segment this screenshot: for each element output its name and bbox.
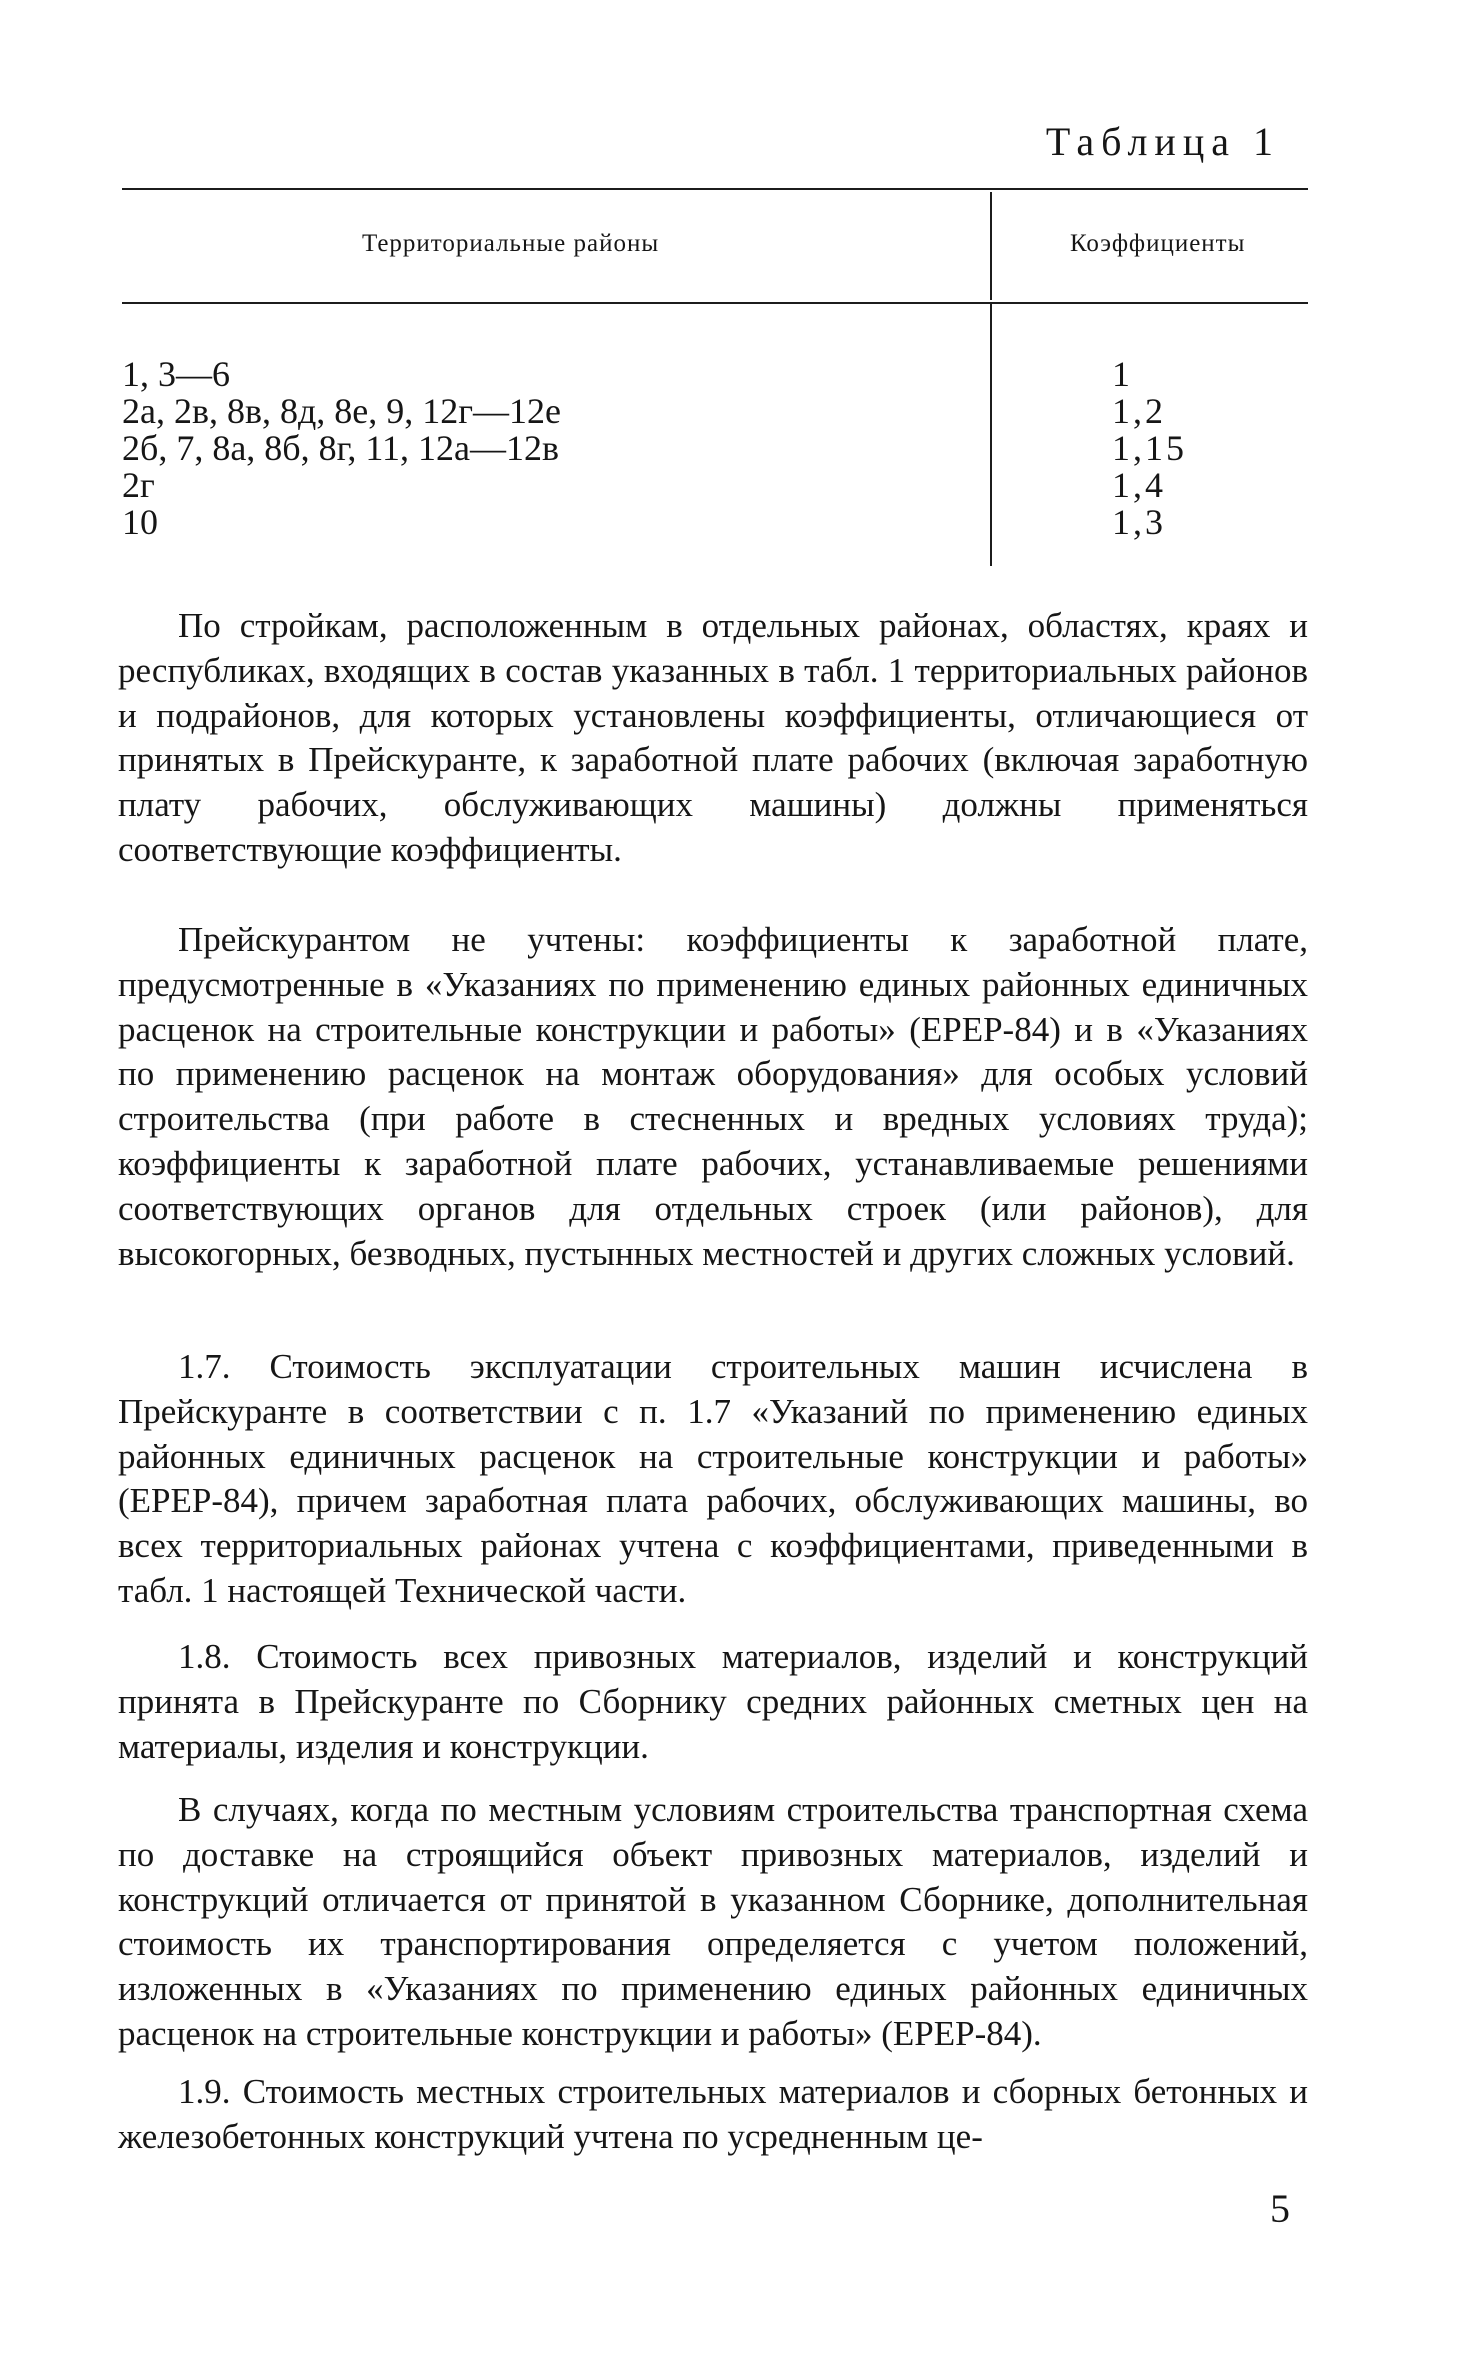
- paragraph-1-8: 1.8. Стоимость всех привозных материалов, изделий и конструкций принята в Прейскуранте по Сборнику средних районных сметных цен на материалы, изделия и конструкции.: [118, 1637, 1308, 1766]
- table-row-coefficient: 1,3: [1112, 502, 1166, 542]
- table-row-coefficient: 1,4: [1112, 465, 1166, 505]
- coefficients-table: [122, 184, 1308, 570]
- table-top-rule: [122, 188, 1308, 190]
- table-row-regions: 1, 3—6: [122, 354, 230, 394]
- page-number: 5: [1270, 2186, 1290, 2231]
- table-row-coefficient: 1: [1112, 354, 1133, 394]
- table-row-regions: 2г: [122, 465, 155, 505]
- paragraph-1-7: 1.7. Стоимость эксплуатации строительных машин исчислена в Прейскуранте в соответствии с п. 1.7 «Указаний по применению единых районных единичных расценок на строительные конструкции и работы» (ЕРЕР-84), причем заработная плата рабочих, обслуживающих машины, во всех территориальных районах учтена с коэффициентами, приведенными в табл. 1 настоящей Технической части.: [118, 1347, 1308, 1610]
- paragraph-regional-coefficients: По стройкам, расположенным в отдельных районах, областях, краях и республиках, входящих в состав указанных в табл. 1 территориальных районов и подрайонов, для которых установлены коэффициенты, отличающиеся от принятых в Прейскуранте, к заработной плате рабочих (включая заработную плату рабочих, обслуживающих машины) должны применяться соответствующие коэффициенты.: [118, 606, 1308, 869]
- table-caption: Таблица 1: [1045, 119, 1280, 164]
- table-header-divider: [990, 192, 992, 300]
- table-row-regions: 2а, 2в, 8в, 8д, 8е, 9, 12г—12е: [122, 391, 562, 431]
- regions-column: [122, 356, 561, 541]
- coefficients-column: [1112, 356, 1187, 541]
- header-coefficients: Коэффициенты: [1070, 230, 1246, 257]
- table-row-regions: 10: [122, 502, 158, 542]
- header-regions: Территориальные районы: [362, 230, 660, 257]
- table-row-regions: 2б, 7, 8а, 8б, 8г, 11, 12а—12в: [122, 428, 559, 468]
- table-body-divider: [990, 304, 992, 566]
- table-row-coefficient: 1,15: [1112, 428, 1187, 468]
- paragraph-not-included: Прейскурантом не учтены: коэффициенты к заработной плате, предусмотренные в «Указаниях по применению единых районных единичных расценок на строительные конструкции и работы» (ЕРЕР-84) и в «Указаниях по применению расценок на монтаж оборудования» для особых условий строительства (при работе в стесненных и вредных условиях труда); коэффициенты к заработной плате рабочих, устанавливаемые решениями соответствующих органов для отдельных строек (или районов), для высокогорных, безводных, пустынных местностей и других сложных условий.: [118, 920, 1308, 1273]
- paragraph-1-9: 1.9. Стоимость местных строительных материалов и сборных бетонных и железобетонных конструкций учтена по усредненным це-: [118, 2072, 1308, 2156]
- table-header-rule: [122, 302, 1308, 304]
- paragraph-transport: В случаях, когда по местным условиям строительства транспортная схема по доставке на строящийся объект привозных материалов, изделий и конструкций отличается от принятой в указанном Сборнике, дополнительная стоимость их транспортирования определяется с учетом положений, изложенных в «Указаниях по применению единых районных единичных расценок на строительные конструкции и работы» (ЕРЕР-84).: [118, 1790, 1308, 2053]
- table-row-coefficient: 1,2: [1112, 391, 1166, 431]
